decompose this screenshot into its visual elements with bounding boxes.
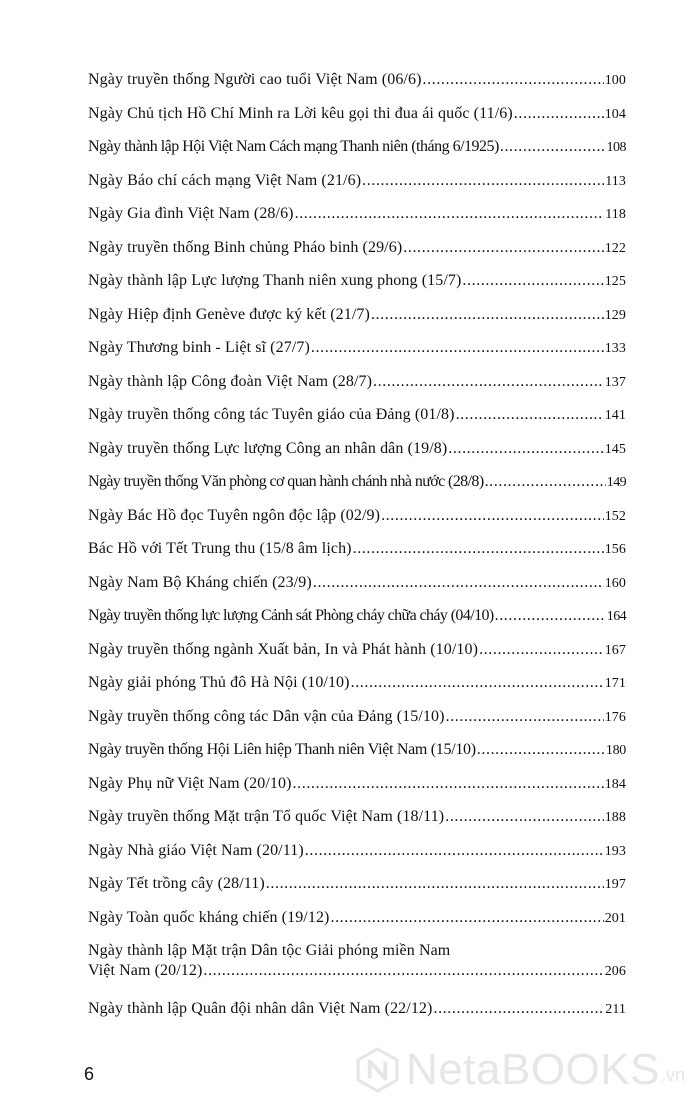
toc-entry-title: Ngày thành lập Hội Việt Nam Cách mạng Thanh niên (tháng 6/1925)	[88, 138, 499, 155]
toc-entry	[88, 841, 626, 875]
toc-entry-title-line2: Việt Nam (20/12)	[88, 962, 203, 979]
dot-leader	[311, 338, 604, 358]
dot-leader	[373, 372, 604, 392]
toc-entry-page: 133	[604, 341, 626, 356]
toc-entry-page: 100	[604, 73, 626, 88]
toc-entry	[88, 204, 626, 238]
toc-entry-title: Ngày truyền thống Hội Liên hiệp Thanh niên Việt Nam (15/10)	[88, 741, 476, 758]
toc-entry-title-line1: Ngày thành lập Mặt trận Dân tộc Giải phóng miền Nam	[88, 942, 451, 959]
page-number: 6	[84, 1064, 95, 1084]
toc-entry	[88, 506, 626, 540]
toc-entry-page: 129	[604, 307, 626, 323]
toc-entry-page: 167	[604, 642, 626, 658]
toc-entry-page: 122	[604, 240, 626, 256]
toc-entry-page: 160	[604, 575, 626, 591]
toc-entry-page: 197	[604, 877, 626, 892]
toc-entry-title: Ngày truyền thống công tác Dân vận của Đảng (15/10)	[88, 707, 445, 725]
toc-entry	[88, 238, 626, 272]
toc-entry-page: 188	[604, 810, 626, 825]
toc-entry	[88, 539, 626, 573]
dot-leader	[433, 999, 604, 1019]
toc-entry-title: Bác Hồ với Tết Trung thu (15/8 âm lịch)	[88, 540, 352, 557]
toc-entry-page: 152	[604, 508, 626, 524]
toc-entry-title: Ngày Phụ nữ Việt Nam (20/10)	[88, 774, 292, 792]
toc-entry-title: Ngày truyền thống Người cao tuổi Việt Nam (06/6)	[88, 71, 422, 88]
toc-entry-title: Ngày Hiệp định Genève được ký kết (21/7)	[88, 305, 370, 323]
toc-entry	[88, 807, 626, 841]
toc-entry-title: Ngày truyền thống Binh chủng Pháo binh (29/6)	[88, 238, 403, 256]
toc-entry	[88, 372, 626, 406]
toc-entry	[88, 774, 626, 808]
toc-entry	[88, 606, 626, 640]
toc-entry	[88, 472, 626, 506]
dot-leader	[456, 405, 604, 425]
toc-entry	[88, 137, 626, 171]
dot-leader	[403, 238, 603, 258]
dot-leader	[305, 841, 604, 861]
toc-entry-title: Ngày thành lập Công đoàn Việt Nam (28/7)	[88, 372, 373, 390]
toc-entry-title: Ngày Nhà giáo Việt Nam (20/11)	[88, 841, 304, 859]
toc-entry-page: 137	[604, 374, 626, 390]
toc-entry	[88, 405, 626, 439]
toc-entry-title: Ngày Báo chí cách mạng Việt Nam (21/6)	[88, 171, 362, 189]
dot-leader	[462, 271, 603, 291]
toc-entry-title: Ngày Tết trồng cây (28/11)	[88, 875, 265, 892]
watermark-suffix: .vn	[660, 1065, 685, 1085]
dot-leader	[479, 640, 604, 660]
dot-leader	[330, 908, 603, 928]
toc-entry	[88, 941, 626, 999]
toc-entry	[88, 874, 626, 908]
toc-entry-page: 206	[604, 964, 626, 979]
dot-leader	[514, 104, 604, 124]
dot-leader	[495, 606, 606, 626]
dot-leader	[293, 774, 604, 794]
toc-entry-title: Ngày truyền thống Mặt trận Tổ quốc Việt Nam (18/11)	[88, 808, 445, 825]
toc-entry	[88, 640, 626, 674]
toc-entry-title: Ngày Gia đình Việt Nam (28/6)	[88, 205, 294, 222]
dot-leader	[295, 204, 605, 224]
dot-leader	[203, 961, 603, 981]
toc-entry-title: Ngày Nam Bộ Kháng chiến (23/9)	[88, 573, 312, 591]
toc-entry	[88, 271, 626, 305]
toc-entry	[88, 707, 626, 741]
toc-entry-page: 211	[605, 1002, 626, 1017]
toc-entry-title: Ngày truyền thống lực lượng Cảnh sát Phòng cháy chữa cháy (04/10)	[88, 607, 494, 624]
toc-entry	[88, 908, 626, 942]
dot-leader	[446, 707, 604, 727]
dot-leader	[477, 740, 605, 760]
toc-entry	[88, 171, 626, 205]
toc-entry-title: Ngày truyền thống ngành Xuất bản, In và Phát hành (10/10)	[88, 640, 479, 658]
toc-entry-title: Ngày truyền thống công tác Tuyên giáo của Đảng (01/8)	[88, 406, 455, 423]
toc-entry-title: Ngày truyền thống Văn phòng cơ quan hành chánh nhà nước (28/8)	[88, 473, 484, 490]
dot-leader	[362, 171, 604, 191]
toc-entry-title: Ngày giải phóng Thủ đô Hà Nội (10/10)	[88, 674, 350, 691]
watermark-text: NetaBOOKS	[406, 1045, 660, 1094]
toc-entry-title: Ngày Bác Hồ đọc Tuyên ngôn độc lập (02/9)	[88, 506, 381, 524]
toc-entry	[88, 573, 626, 607]
toc-entry-title: Ngày thành lập Lực lượng Thanh niên xung phong (15/7)	[88, 272, 462, 289]
toc-entry-title: Ngày Toàn quốc kháng chiến (19/12)	[88, 908, 330, 926]
toc-entry-page: 180	[605, 743, 626, 758]
toc-entry	[88, 740, 626, 774]
dot-leader	[485, 472, 606, 492]
toc-entry	[88, 999, 626, 1033]
toc-entry-title: Ngày thành lập Quân đội nhân dân Việt Nam (22/12)	[88, 1000, 433, 1017]
toc-entry-page: 171	[604, 676, 626, 691]
toc-entry-title: Ngày truyền thống Lực lượng Công an nhân dân (19/8)	[88, 439, 448, 457]
toc-entry-title: Ngày Thương binh - Liệt sĩ (27/7)	[88, 339, 310, 356]
toc-entry-page: 193	[604, 843, 626, 859]
toc-entry-page: 141	[604, 408, 626, 423]
toc-entry	[88, 70, 626, 104]
dot-leader	[448, 439, 603, 459]
dot-leader	[500, 137, 606, 157]
dot-leader	[313, 573, 604, 593]
toc-entry	[88, 439, 626, 473]
table-of-contents	[88, 70, 626, 1033]
dot-leader	[445, 807, 603, 827]
dot-leader	[381, 506, 604, 526]
toc-entry-page: 125	[604, 274, 626, 289]
toc-entry-page: 104	[604, 106, 626, 122]
dot-leader	[266, 874, 604, 894]
toc-entry-page: 113	[605, 173, 626, 189]
toc-entry-page: 164	[606, 609, 626, 624]
toc-entry-page: 184	[604, 776, 626, 792]
toc-entry-page: 149	[606, 475, 626, 490]
toc-entry	[88, 305, 626, 339]
toc-entry-page: 118	[605, 207, 626, 222]
toc-entry	[88, 104, 626, 138]
toc-entry-page: 108	[606, 140, 626, 155]
toc-entry	[88, 338, 626, 372]
netabooks-n-logo-icon	[355, 1041, 400, 1099]
toc-entry-page: 156	[604, 542, 626, 557]
publisher-watermark	[355, 1040, 685, 1100]
toc-entry	[88, 673, 626, 707]
dot-leader	[351, 673, 604, 693]
toc-entry-page: 145	[604, 441, 626, 457]
toc-entry-title: Ngày Chủ tịch Hồ Chí Minh ra Lời kêu gọi thi đua ái quốc (11/6)	[88, 104, 513, 122]
toc-entry-page: 201	[604, 910, 626, 926]
toc-entry-page: 176	[604, 709, 626, 725]
dot-leader	[371, 305, 604, 325]
toc-entry-line2	[88, 961, 626, 982]
dot-leader	[423, 70, 604, 90]
dot-leader	[353, 539, 604, 559]
